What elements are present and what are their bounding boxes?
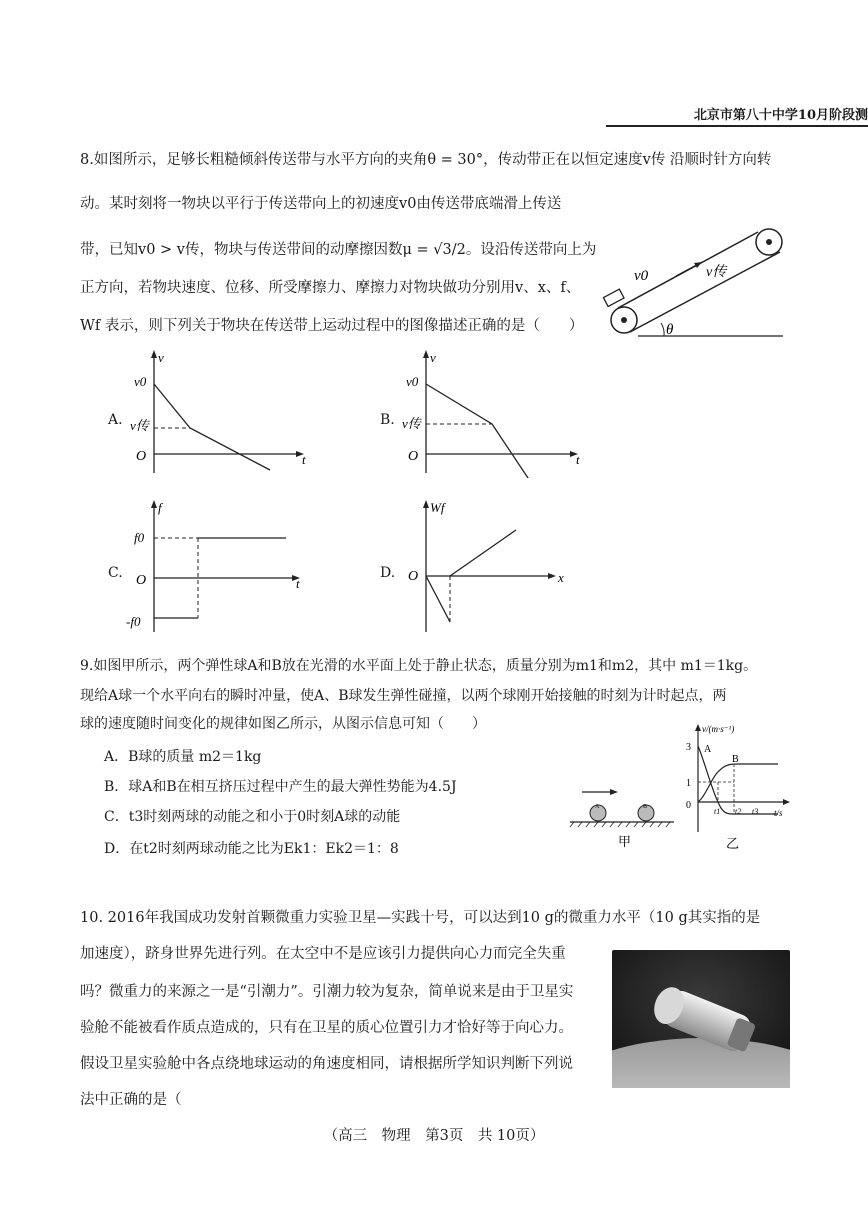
axis-x-label: x	[558, 570, 564, 585]
ball-b-label: B	[643, 804, 648, 810]
q10-line-3: 吗？微重力的来源之一是“引潮力”。引潮力较为复杂，简单说来是由于卫星实	[80, 984, 574, 1000]
q8-option-a-letter: A.	[108, 412, 123, 428]
axis-x-label: t/s	[774, 808, 783, 818]
q9-option-c: C．t3时刻两球的动能之和小于0时刻A球的动能	[104, 809, 401, 825]
tick-t2: t2	[735, 807, 742, 816]
school-header: 北京市第八十中学10月阶段测	[606, 104, 868, 127]
origin-label: O	[136, 449, 147, 464]
figure-jia-caption: 甲	[618, 834, 632, 849]
q10-line-6: 法中正确的是（	[80, 1092, 182, 1108]
tick-1: 1	[686, 778, 691, 789]
q9-option-d: D．在t2时刻两球动能之比为Ek1：Ek2＝1：8	[104, 841, 399, 857]
q10-line-5: 假设卫星实验舱中各点绕地球运动的角速度相同，请根据所学知识判断下列说	[80, 1056, 573, 1072]
q8-line-3: 带，已知v0 > v传，物块与传送带间的动摩擦因数μ = √3/2。设沿传送带向上为	[80, 242, 597, 258]
tick-v0: v0	[406, 374, 419, 389]
satellite-photo	[612, 950, 790, 1088]
curve-a-label: A	[704, 744, 712, 755]
label-v0: v0	[634, 268, 649, 284]
q10-line-2: 加速度），跻身世界先进行列。在太空中不是应该引力提供向心力而完全失重	[80, 946, 566, 962]
tick-0: 0	[686, 800, 691, 811]
satellite-image	[612, 950, 790, 1088]
origin-label: O	[408, 569, 419, 584]
tick-v0: v0	[134, 374, 147, 389]
q8-option-a-graph	[120, 348, 320, 478]
q8-line-5: Wf 表示，则下列关于物块在传送带上运动过程中的图像描述正确的是（ ）	[80, 318, 584, 334]
figure-yi-velocity-graph	[682, 720, 798, 854]
tick-vbelt: v传	[402, 416, 421, 431]
q8-option-c-letter: C.	[108, 565, 123, 581]
tick-t1: t1	[714, 807, 721, 816]
q9-option-a: A．B球的质量 m2＝1kg	[104, 749, 262, 765]
q8-option-d-graph	[392, 494, 592, 634]
q8-option-b-graph	[392, 348, 592, 478]
q10-line-1: 10. 2016年我国成功发射首颗微重力实验卫星—实践十号，可以达到10 g的微重力水平（10 g其实指的是	[80, 910, 761, 926]
q9-option-b: B．球A和B在相互挤压过程中产生的最大弹性势能为4.5J	[104, 779, 457, 795]
label-vbelt: v传	[706, 265, 727, 280]
ball-a-label: A	[595, 804, 600, 810]
label-theta: θ	[666, 322, 674, 338]
q10-line-4: 验舱不能被看作质点造成的，只有在卫星的质心位置引力才恰好等于向心力。	[80, 1020, 573, 1036]
curve-b-label: B	[732, 754, 739, 765]
q8-line-1: 8.如图所示，足够长粗糙倾斜传送带与水平方向的夹角θ = 30°，传动带正在以恒定速度v传 沿顺时针方向转	[80, 152, 772, 168]
axis-y-label: Wf	[430, 500, 445, 515]
tick-f0: f0	[134, 530, 145, 545]
axis-y-label: f	[158, 500, 162, 515]
axis-y-label: v/(m·s⁻¹)	[702, 724, 735, 734]
axis-x-label: t	[296, 576, 300, 591]
axis-y-label: v	[158, 350, 164, 365]
conveyor-belt-figure	[598, 222, 790, 346]
page-footer: （高三 物理 第3页 共 10页）	[323, 1128, 545, 1144]
tick-t3: t3	[752, 807, 759, 816]
q9-line-2: 现给A球一个水平向右的瞬时冲量，使A、B球发生弹性碰撞，以两个球刚开始接触的时刻为计时起点，两	[80, 688, 727, 704]
origin-label: O	[136, 573, 147, 588]
axis-x-label: t	[302, 452, 306, 467]
q8-line-4: 正方向，若物块速度、位移、所受摩擦力、摩擦力对物块做功分别用v、x、f、	[80, 280, 581, 296]
axis-x-label: t	[576, 452, 580, 467]
axis-y-label: v	[430, 350, 436, 365]
figure-yi-caption: 乙	[726, 836, 740, 851]
tick-vbelt: v传	[130, 418, 149, 433]
tick-3: 3	[686, 742, 691, 753]
figure-jia	[562, 772, 682, 852]
q8-option-b-letter: B.	[380, 412, 395, 428]
q8-line-2: 动。某时刻将一物块以平行于传送带向上的初速度v0由传送带底端滑上传送	[80, 196, 562, 212]
q9-line-1: 9.如图甲所示，两个弹性球A和B放在光滑的水平面上处于静止状态，质量分别为m1和m2，其中 m1＝1kg。	[80, 658, 758, 674]
q8-option-c-graph	[120, 494, 320, 634]
tick-neg-f0: -f0	[126, 614, 141, 629]
q9-line-3: 球的速度随时间变化的规律如图乙所示，从图示信息可知（ ）	[80, 716, 486, 732]
q8-option-d-letter: D.	[380, 565, 396, 581]
origin-label: O	[408, 449, 419, 464]
